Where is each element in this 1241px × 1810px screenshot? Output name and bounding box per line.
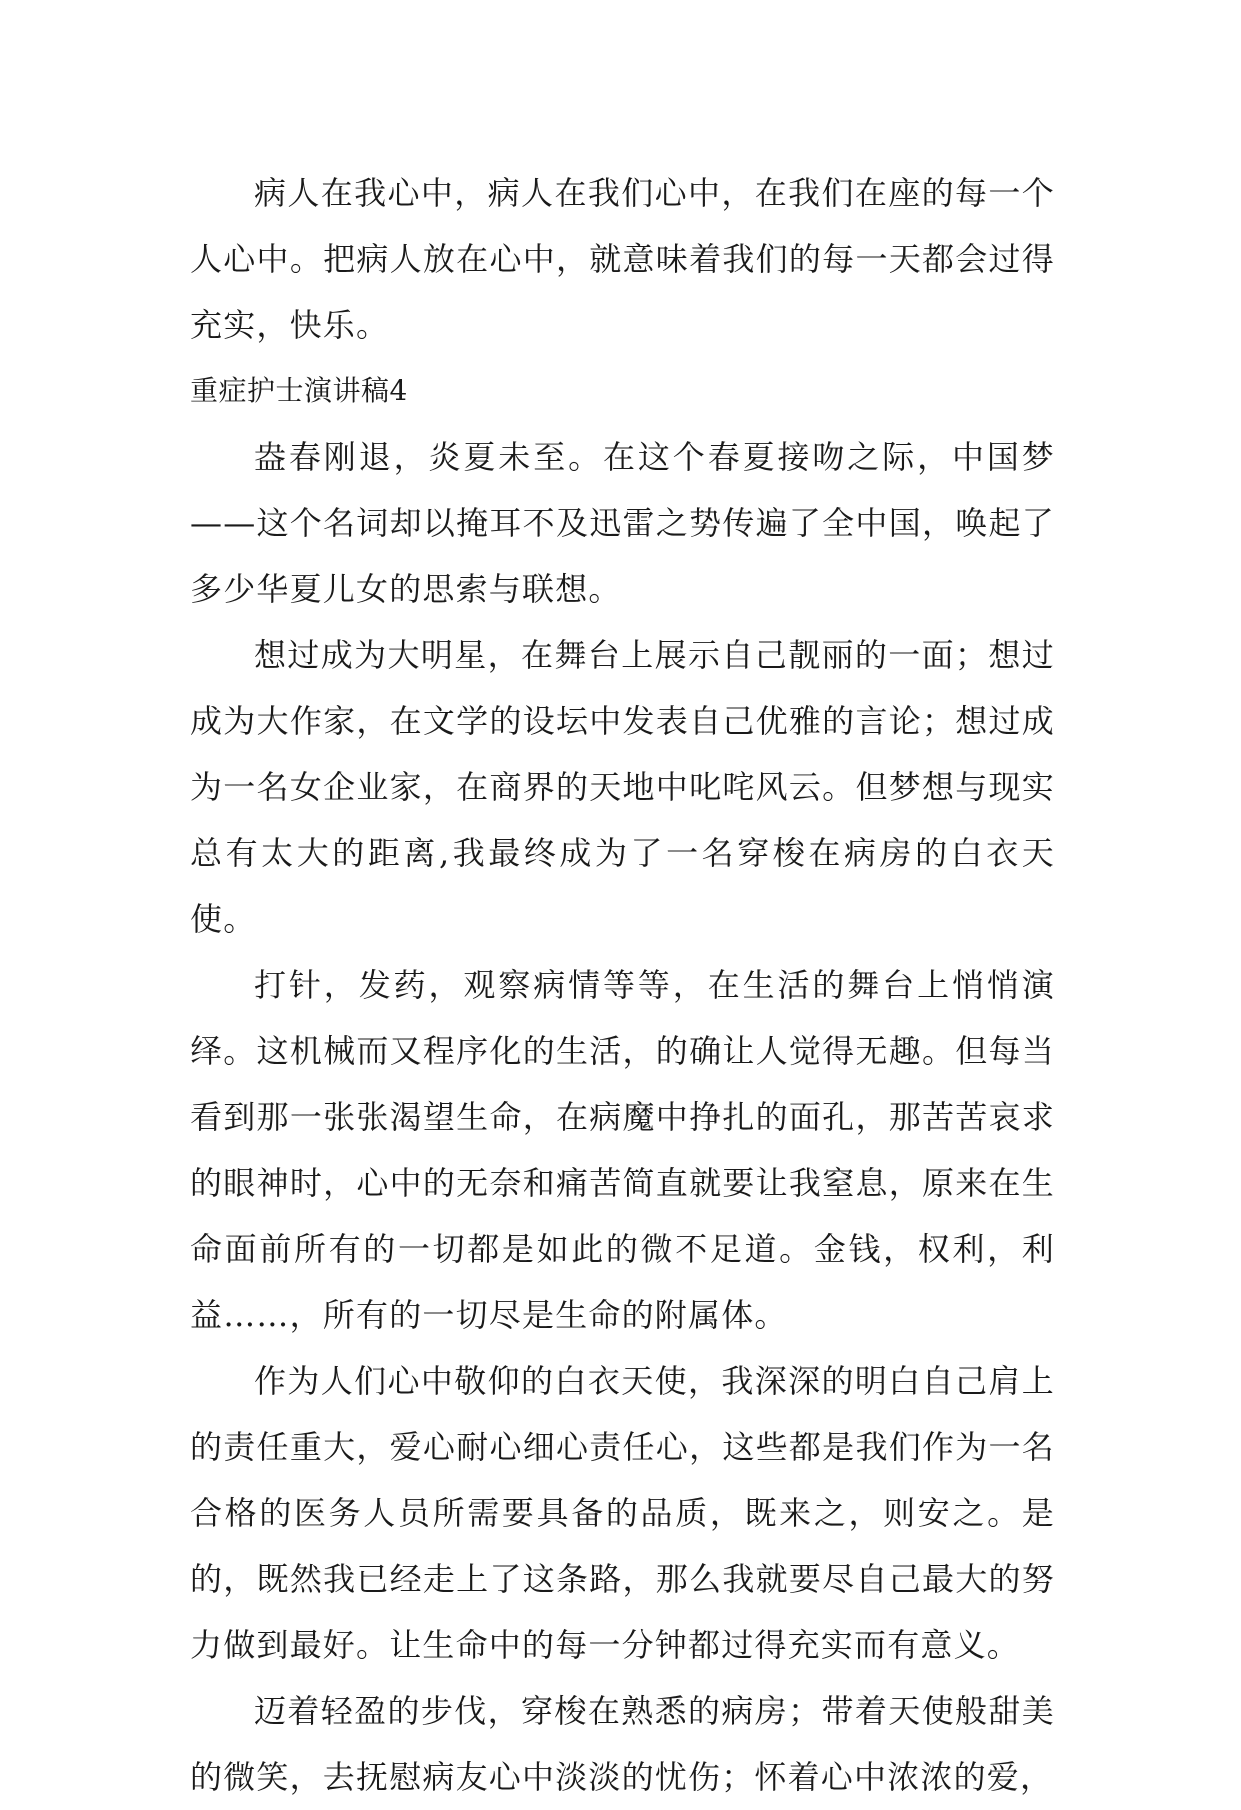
section-heading: 重症护士演讲稿4 xyxy=(190,374,408,407)
document-body xyxy=(190,160,1055,1810)
paragraph-daily-work: 打针，发药，观察病情等等，在生活的舞台上悄悄演绎。这机械而又程序化的生活，的确让人觉得无趣。但每当看到那一张张渴望生命，在病魔中挣扎的面孔，那苦苦哀求的眼神时，心中的无奈和痛苦简直就要让我窒息，原来在生命面前所有的一切都是如此的微不足道。金钱，权利，利益……，所有的一切尽是生命的附属体。 xyxy=(190,966,1055,1334)
paragraph-responsibility: 作为人们心中敬仰的白衣天使，我深深的明白自己肩上的责任重大，爱心耐心细心责任心，这些都是我们作为一名合格的医务人员所需要具备的品质，既来之，则安之。是的，既然我已经走上了这条路，那么我就要尽自己最大的努力做到最好。让生命中的每一分钟都过得充实而有意义。 xyxy=(190,1362,1055,1664)
paragraph-patients-in-heart: 病人在我心中，病人在我们心中，在我们在座的每一个人心中。把病人放在心中，就意味着我们的每一天都会过得充实，快乐。 xyxy=(190,174,1055,344)
paragraph-light-steps: 迈着轻盈的步伐，穿梭在熟悉的病房；带着天使般甜美的微笑，去抚慰病友心中淡淡的忧伤；怀着心中浓浓的爱， xyxy=(190,1692,1055,1796)
paragraph-china-dream: 盎春刚退，炎夏未至。在这个春夏接吻之际，中国梦——这个名词却以掩耳不及迅雷之势传遍了全中国，唤起了多少华夏儿女的思索与联想。 xyxy=(190,438,1055,608)
paragraph-dreams-vs-reality: 想过成为大明星，在舞台上展示自己靓丽的一面；想过成为大作家，在文学的设坛中发表自己优雅的言论；想过成为一名女企业家，在商界的天地中叱咤风云。但梦想与现实总有太大的距离,我最终成为了一名穿梭在病房的白衣天使。 xyxy=(190,636,1055,938)
